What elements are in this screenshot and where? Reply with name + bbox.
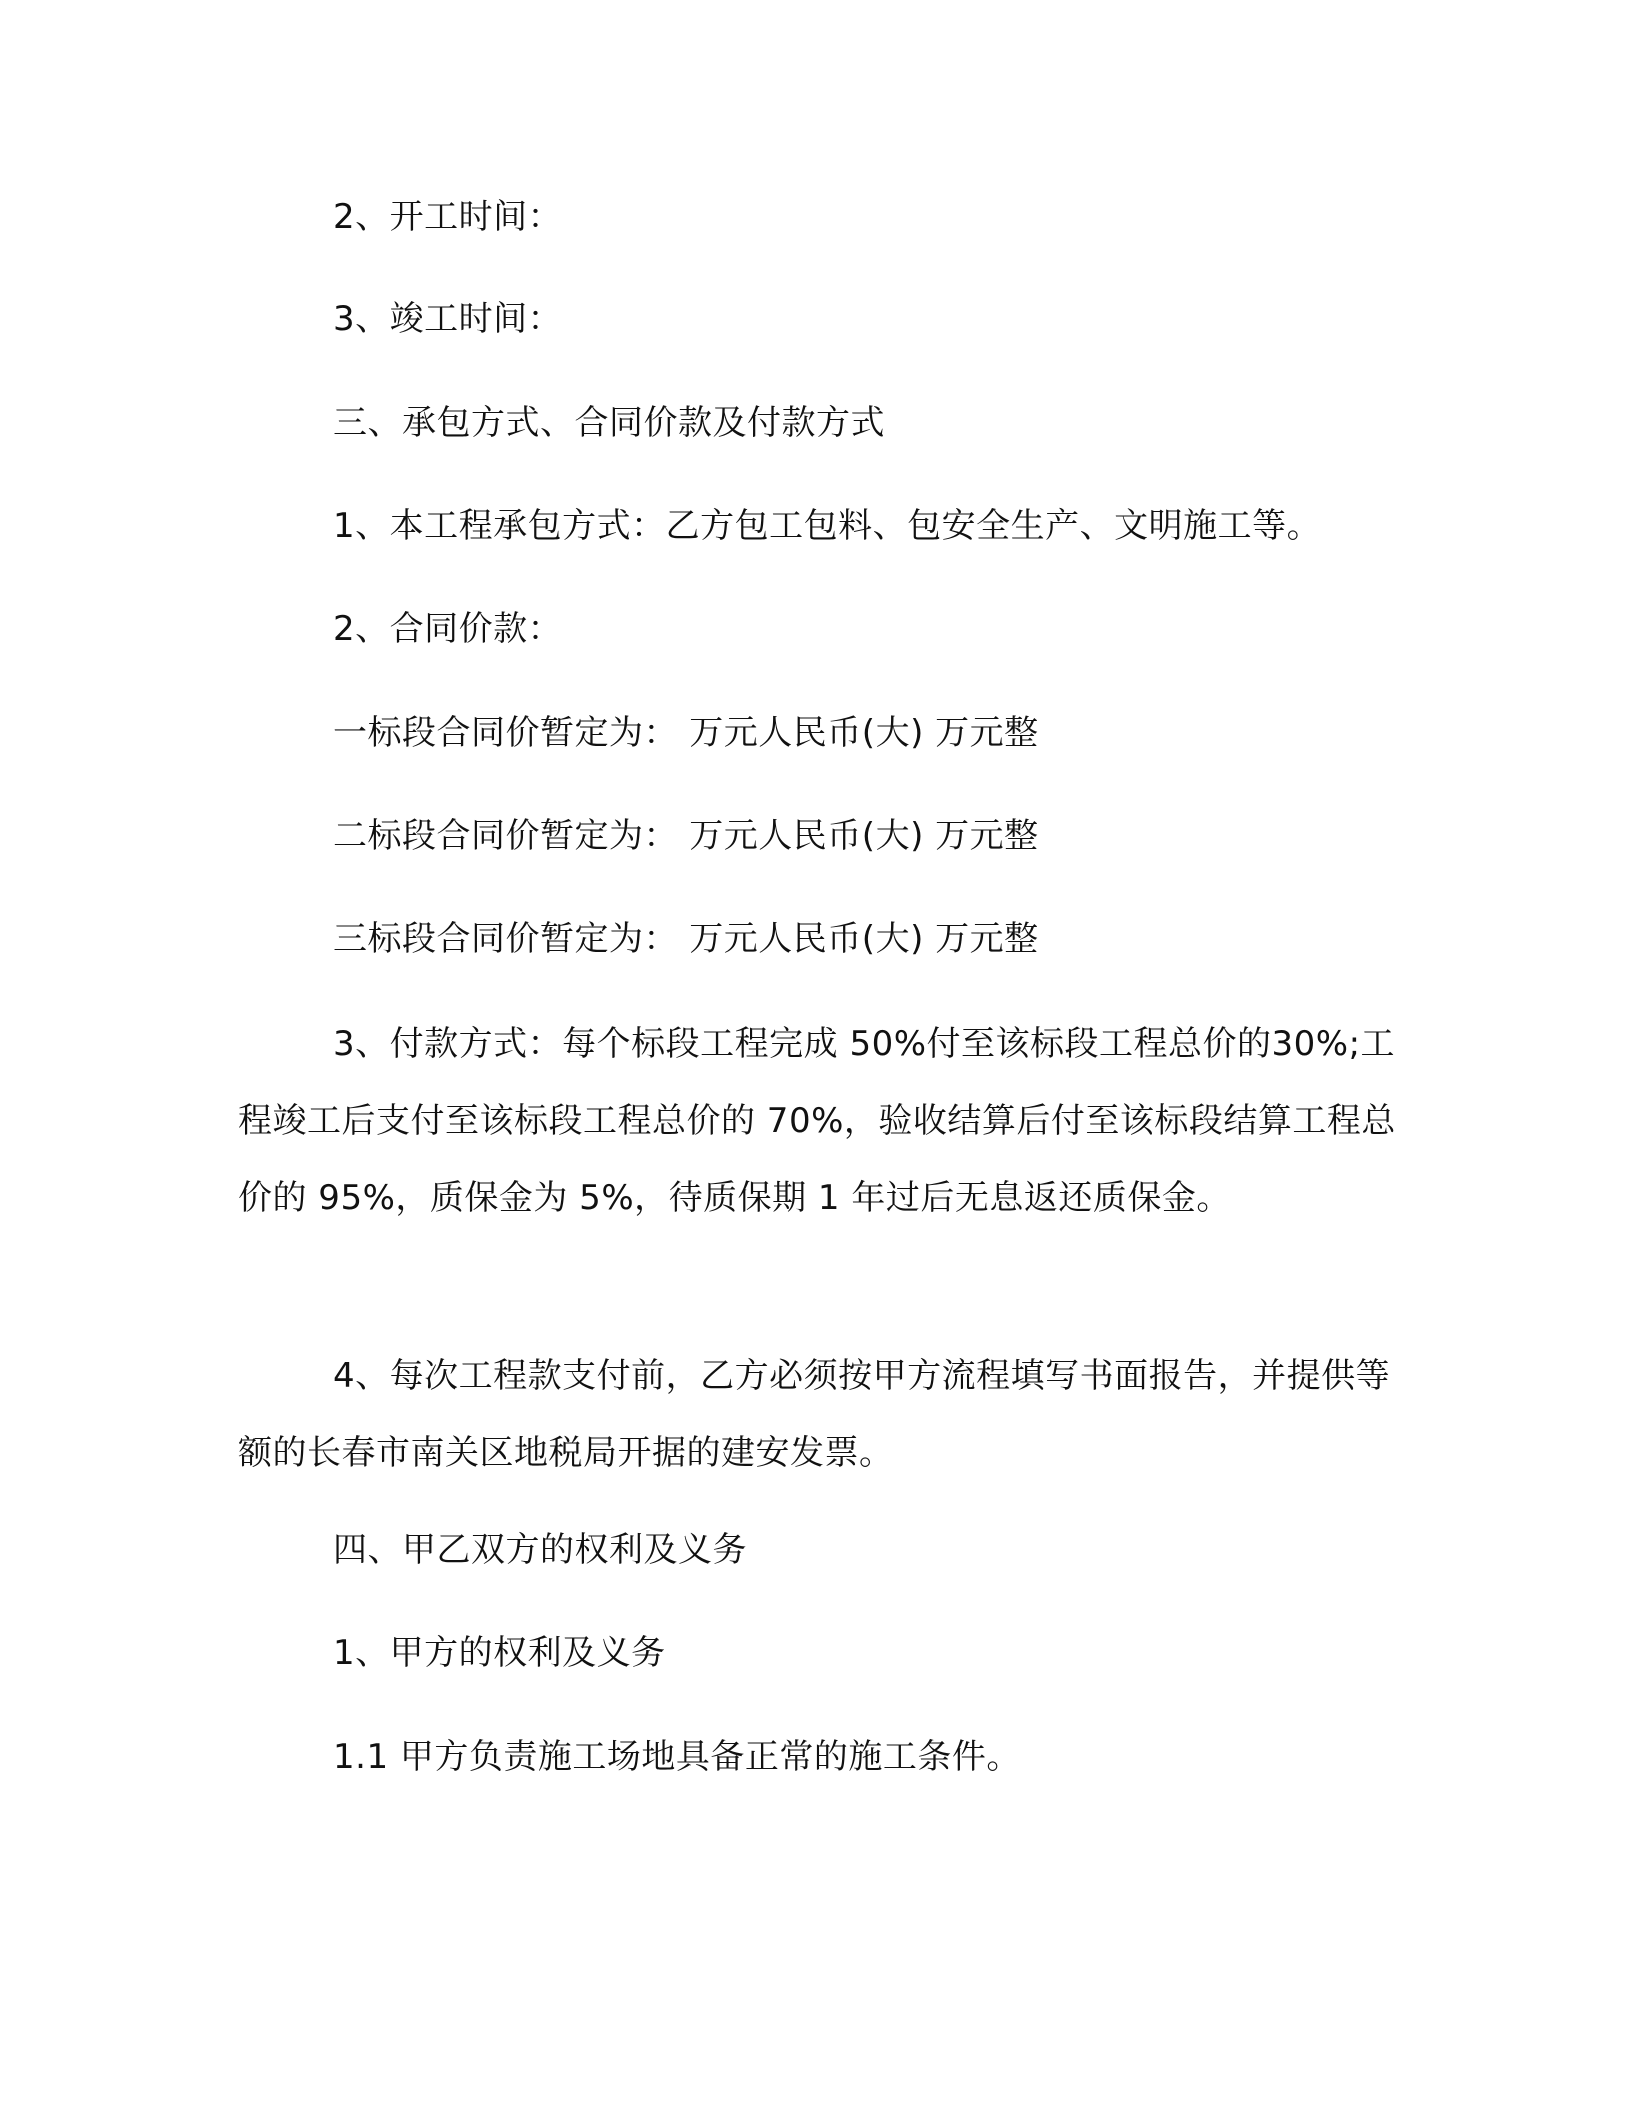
item-start-time: 2、开工时间： bbox=[333, 197, 563, 237]
section-heading-contract-method: 三、承包方式、合同价款及付款方式 bbox=[333, 403, 885, 443]
item-site-conditions: 1.1 甲方负责施工场地具备正常的施工条件。 bbox=[333, 1737, 1021, 1777]
lot-2-price: 二标段合同价暂定为： 万元人民币(大) 万元整 bbox=[333, 816, 1039, 856]
paragraph-payment-method bbox=[238, 1006, 1398, 1237]
payment-report-text: 4、每次工程款支付前，乙方必须按甲方流程填写书面报告，并提供等额的长春市南关区地税局开据的建安发票。 bbox=[238, 1356, 1391, 1473]
lot-3-price: 三标段合同价暂定为： 万元人民币(大) 万元整 bbox=[333, 919, 1039, 959]
item-party-a-rights: 1、甲方的权利及义务 bbox=[333, 1633, 666, 1673]
item-contract-method: 1、本工程承包方式：乙方包工包料、包安全生产、文明施工等。 bbox=[333, 506, 1322, 546]
payment-method-text: 3、付款方式：每个标段工程完成 50%付至该标段工程总价的30%;工程竣工后支付至该标段工程总价的 70%，验收结算后付至该标段结算工程总价的 95%，质保金为 5%，待质保期 1 年过后无息返还质保金。 bbox=[238, 1024, 1396, 1218]
paragraph-payment-report bbox=[238, 1338, 1398, 1492]
lot-1-price: 一标段合同价暂定为： 万元人民币(大) 万元整 bbox=[333, 713, 1039, 753]
item-completion-time: 3、竣工时间： bbox=[333, 299, 563, 339]
section-heading-rights-obligations: 四、甲乙双方的权利及义务 bbox=[333, 1530, 747, 1570]
item-contract-price: 2、合同价款： bbox=[333, 609, 563, 649]
